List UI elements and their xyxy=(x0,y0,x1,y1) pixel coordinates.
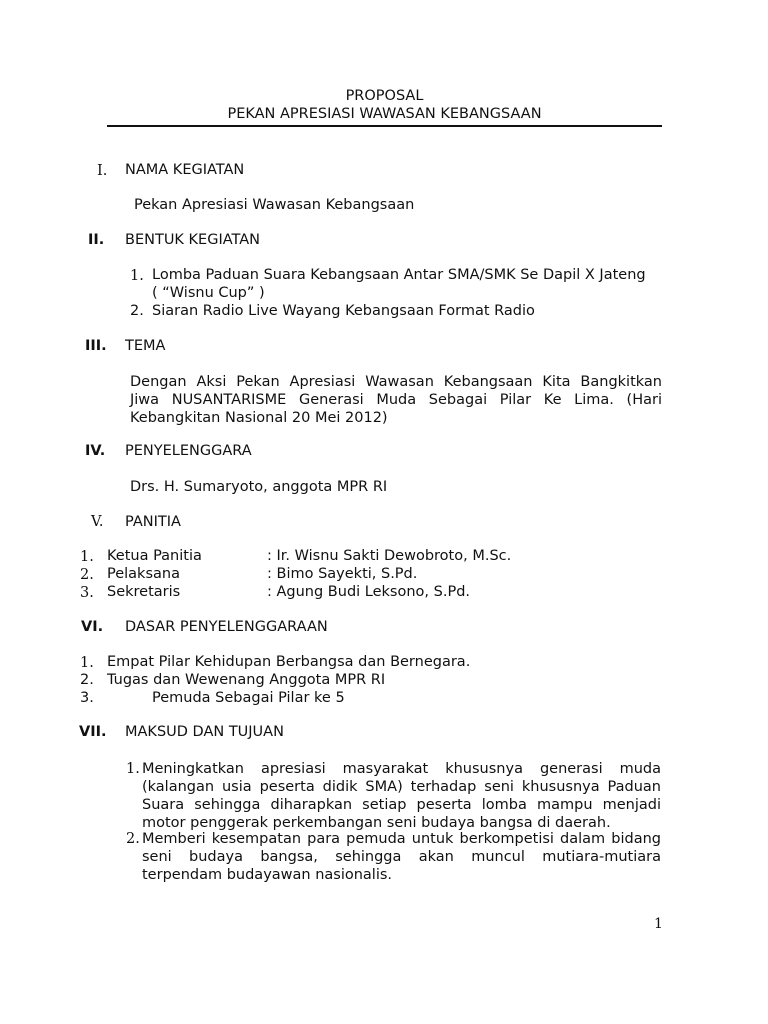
paragraph-line: Dengan Aksi Pekan Apresiasi Wawasan Kebangsaan Kita Bangkitkan xyxy=(130,374,662,390)
list-item-number: 2. xyxy=(80,672,94,688)
section-4-heading: PENYELENGGARA xyxy=(125,443,252,459)
section-1-text: Pekan Apresiasi Wawasan Kebangsaan xyxy=(134,197,415,213)
list-item-number: 1. xyxy=(126,761,140,777)
section-3-heading: TEMA xyxy=(125,338,166,354)
section-3-paragraph xyxy=(130,373,662,427)
section-2-number: II. xyxy=(88,232,105,248)
list-item-number: 2. xyxy=(126,831,140,847)
paragraph-line: Jiwa NUSANTARISME Generasi Muda Sebagai Pilar Ke Lima. (Hari xyxy=(130,392,662,408)
list-item: Tugas dan Wewenang Anggota MPR RI xyxy=(107,672,386,688)
paragraph-line: Meningkatkan apresiasi masyarakat khususnya generasi muda xyxy=(142,761,661,777)
section-6-heading: DASAR PENYELENGGARAAN xyxy=(125,619,328,635)
document-title: PROPOSAL xyxy=(345,88,424,104)
paragraph-line: Kebangkitan Nasional 20 Mei 2012) xyxy=(130,410,388,426)
section-6-number: VI. xyxy=(81,619,104,635)
page-number: 1 xyxy=(654,916,663,932)
list-item: Pemuda Sebagai Pilar ke 5 xyxy=(152,690,345,706)
list-item-paragraph xyxy=(142,830,661,884)
committee-role: Pelaksana xyxy=(107,566,180,582)
section-2-heading: BENTUK KEGIATAN xyxy=(125,232,261,248)
list-item-number: 2. xyxy=(130,303,144,319)
section-5-number: V. xyxy=(91,514,104,530)
list-item: Empat Pilar Kehidupan Berbangsa dan Bernegara. xyxy=(107,654,471,670)
committee-role: Ketua Panitia xyxy=(107,548,202,564)
paragraph-line: terpendam budayawan nasionalis. xyxy=(142,867,393,883)
section-1-number: I. xyxy=(97,163,108,179)
paragraph-line: Memberi kesempatan para pemuda untuk berkompetisi dalam bidang xyxy=(142,831,661,847)
list-item-number: 1. xyxy=(80,655,94,671)
committee-name: : Agung Budi Leksono, S.Pd. xyxy=(267,584,471,600)
section-4-text: Drs. H. Sumaryoto, anggota MPR RI xyxy=(130,479,388,495)
section-5-heading: PANITIA xyxy=(125,514,181,530)
list-item-paragraph xyxy=(142,760,661,832)
section-7-number: VII. xyxy=(79,724,107,740)
committee-name: : Bimo Sayekti, S.Pd. xyxy=(267,566,418,582)
paragraph-line: (kalangan usia peserta didik SMA) terhadap seni khususnya Paduan xyxy=(142,779,661,795)
section-1-heading: NAMA KEGIATAN xyxy=(125,162,245,178)
list-item: Siaran Radio Live Wayang Kebangsaan Format Radio xyxy=(152,303,535,319)
list-item-number: 3. xyxy=(80,585,94,601)
list-item-number: 3. xyxy=(80,690,94,706)
title-underline xyxy=(107,125,662,127)
document-subtitle: PEKAN APRESIASI WAWASAN KEBANGSAAN xyxy=(227,106,542,122)
paragraph-line: seni budaya bangsa, sehingga akan muncul mutiara-mutiara xyxy=(142,849,661,865)
paragraph-line: Suara sehingga diharapkan setiap peserta lomba mampu menjadi xyxy=(142,797,661,813)
committee-name: : Ir. Wisnu Sakti Dewobroto, M.Sc. xyxy=(267,548,512,564)
list-item-number: 1. xyxy=(80,549,94,565)
section-3-number: III. xyxy=(85,338,107,354)
list-item-continuation: ( “Wisnu Cup” ) xyxy=(152,285,265,301)
committee-role: Sekretaris xyxy=(107,584,181,600)
list-item: Lomba Paduan Suara Kebangsaan Antar SMA/SMK Se Dapil X Jateng xyxy=(152,267,646,283)
list-item-number: 1. xyxy=(130,268,144,284)
section-7-heading: MAKSUD DAN TUJUAN xyxy=(125,724,284,740)
section-4-number: IV. xyxy=(85,443,106,459)
paragraph-line: motor penggerak perkembangan seni budaya bangsa di daerah. xyxy=(142,815,611,831)
list-item-number: 2. xyxy=(80,567,94,583)
